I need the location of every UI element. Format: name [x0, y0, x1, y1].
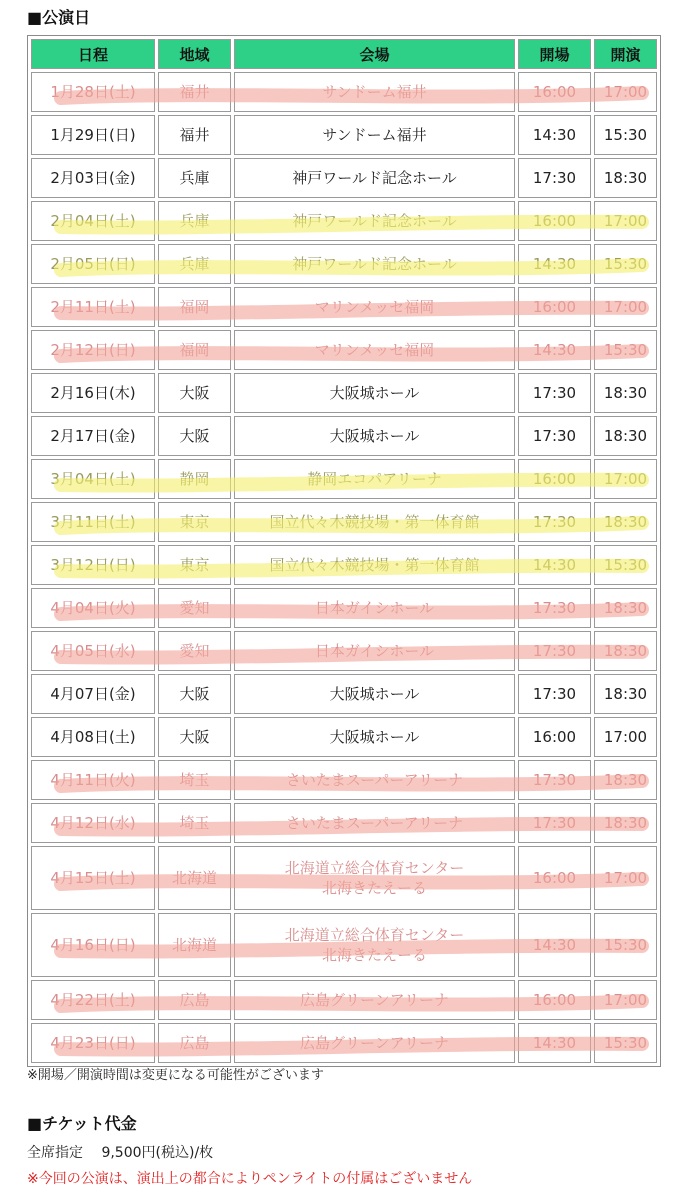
- cell-date: 2月12日(日): [31, 330, 155, 370]
- cell-date: 2月03日(金): [31, 158, 155, 198]
- ticket-section-title: ■チケット代金: [27, 1114, 137, 1133]
- cell-open-time: 14:30: [518, 244, 591, 284]
- venue-line: 北海道立総合体育センター: [284, 926, 465, 944]
- venue-line: 日本ガイシホール: [314, 599, 435, 617]
- cell-venue: [234, 201, 515, 241]
- table-row: [31, 502, 657, 542]
- cell-open-time: 16:00: [518, 201, 591, 241]
- venue-line: 神戸ワールド記念ホール: [292, 255, 457, 273]
- table-row: [31, 846, 657, 910]
- cell-date: 2月17日(金): [31, 416, 155, 456]
- cell-date: 4月04日(火): [31, 588, 155, 628]
- cell-open-time: 17:30: [518, 674, 591, 714]
- cell-start-time: 18:30: [594, 674, 657, 714]
- cell-date: 4月11日(火): [31, 760, 155, 800]
- table-row: [31, 416, 657, 456]
- cell-venue: [234, 244, 515, 284]
- cell-start-time: 18:30: [594, 760, 657, 800]
- table-row: [31, 201, 657, 241]
- cell-start-time: 15:30: [594, 115, 657, 155]
- cell-open-time: 14:30: [518, 1023, 591, 1063]
- cell-open-time: 17:30: [518, 631, 591, 671]
- cell-region: 広島: [158, 980, 231, 1020]
- table-row: [31, 287, 657, 327]
- cell-region: 兵庫: [158, 158, 231, 198]
- cell-region: 兵庫: [158, 201, 231, 241]
- cell-date: 3月12日(日): [31, 545, 155, 585]
- table-header-row: [31, 39, 657, 69]
- cell-region: 埼玉: [158, 760, 231, 800]
- table-row: [31, 459, 657, 499]
- cell-open-time: 14:30: [518, 115, 591, 155]
- cell-venue: [234, 459, 515, 499]
- venue-line: 北海道立総合体育センター: [284, 859, 465, 877]
- cell-start-time: 15:30: [594, 244, 657, 284]
- header-region: 地域: [158, 39, 231, 69]
- ticket-warning: ※今回の公演は、演出上の都合によりペンライトの付属はございません: [27, 1171, 473, 1187]
- table-row: [31, 803, 657, 843]
- ticket-price: [27, 1142, 213, 1162]
- cell-open-time: 16:00: [518, 717, 591, 757]
- cell-open-time: 16:00: [518, 287, 591, 327]
- cell-venue: [234, 158, 515, 198]
- cell-date: 2月05日(日): [31, 244, 155, 284]
- cell-date: 4月05日(水): [31, 631, 155, 671]
- cell-date: 2月11日(土): [31, 287, 155, 327]
- venue-line: 北海きたえーる: [321, 946, 427, 964]
- cell-start-time: 18:30: [594, 158, 657, 198]
- venue-line: 神戸ワールド記念ホール: [292, 169, 457, 187]
- cell-open-time: 17:30: [518, 803, 591, 843]
- cell-venue: [234, 416, 515, 456]
- cell-venue: [234, 717, 515, 757]
- cell-venue: [234, 846, 515, 910]
- venue-line: 大阪城ホール: [329, 728, 420, 746]
- cell-region: 東京: [158, 545, 231, 585]
- cell-venue: [234, 631, 515, 671]
- cell-date: 4月15日(土): [31, 846, 155, 910]
- cell-start-time: 18:30: [594, 803, 657, 843]
- cell-start-time: 15:30: [594, 913, 657, 977]
- cell-region: 埼玉: [158, 803, 231, 843]
- table-row: [31, 115, 657, 155]
- table-row: [31, 545, 657, 585]
- table-row: [31, 72, 657, 112]
- cell-region: 北海道: [158, 913, 231, 977]
- cell-region: 北海道: [158, 846, 231, 910]
- cell-start-time: 17:00: [594, 72, 657, 112]
- venue-line: 静岡エコパアリーナ: [307, 470, 442, 488]
- venue-line: さいたまスーパーアリーナ: [285, 771, 464, 789]
- cell-region: 大阪: [158, 373, 231, 413]
- cell-open-time: 17:30: [518, 416, 591, 456]
- schedule-table: [27, 35, 661, 1067]
- cell-venue: [234, 588, 515, 628]
- table-row: [31, 980, 657, 1020]
- cell-region: 福井: [158, 115, 231, 155]
- cell-region: 愛知: [158, 588, 231, 628]
- venue-line: 国立代々木競技場・第一体育館: [269, 556, 480, 574]
- cell-date: 3月04日(土): [31, 459, 155, 499]
- cell-start-time: 18:30: [594, 416, 657, 456]
- cell-region: 大阪: [158, 674, 231, 714]
- cell-start-time: 15:30: [594, 330, 657, 370]
- cell-open-time: 16:00: [518, 980, 591, 1020]
- venue-line: 国立代々木競技場・第一体育館: [269, 513, 480, 531]
- venue-line: マリンメッセ福岡: [314, 341, 435, 359]
- cell-region: 東京: [158, 502, 231, 542]
- cell-date: 2月04日(土): [31, 201, 155, 241]
- venue-line: マリンメッセ福岡: [314, 298, 435, 316]
- header-venue: 会場: [234, 39, 515, 69]
- cell-region: 静岡: [158, 459, 231, 499]
- header-open-time: 開場: [518, 39, 591, 69]
- cell-date: 4月08日(土): [31, 717, 155, 757]
- venue-line: 大阪城ホール: [329, 685, 420, 703]
- cell-region: 大阪: [158, 717, 231, 757]
- table-row: [31, 588, 657, 628]
- cell-date: 4月23日(日): [31, 1023, 155, 1063]
- cell-region: 広島: [158, 1023, 231, 1063]
- cell-date: 2月16日(木): [31, 373, 155, 413]
- cell-date: 3月11日(土): [31, 502, 155, 542]
- cell-venue: [234, 373, 515, 413]
- schedule-body: [31, 72, 657, 1063]
- venue-line: さいたまスーパーアリーナ: [285, 814, 464, 832]
- table-row: [31, 158, 657, 198]
- cell-region: 福岡: [158, 287, 231, 327]
- ticket-price-label: 全席指定: [27, 1145, 83, 1161]
- schedule-note: ※開場／開演時間は変更になる可能性がございます: [27, 1068, 324, 1083]
- cell-venue: [234, 980, 515, 1020]
- cell-venue: [234, 330, 515, 370]
- cell-open-time: 14:30: [518, 330, 591, 370]
- cell-venue: [234, 72, 515, 112]
- cell-date: 1月29日(日): [31, 115, 155, 155]
- cell-open-time: 17:30: [518, 158, 591, 198]
- venue-line: 神戸ワールド記念ホール: [292, 212, 457, 230]
- cell-open-time: 14:30: [518, 913, 591, 977]
- cell-venue: [234, 545, 515, 585]
- cell-start-time: 18:30: [594, 631, 657, 671]
- header-date: 日程: [31, 39, 155, 69]
- cell-date: 1月28日(土): [31, 72, 155, 112]
- cell-start-time: 17:00: [594, 980, 657, 1020]
- cell-start-time: 17:00: [594, 201, 657, 241]
- table-row: [31, 1023, 657, 1063]
- venue-line: 北海きたえーる: [321, 879, 427, 897]
- cell-start-time: 17:00: [594, 287, 657, 327]
- venue-line: サンドーム福井: [322, 83, 427, 101]
- cell-venue: [234, 803, 515, 843]
- cell-region: 兵庫: [158, 244, 231, 284]
- cell-region: 愛知: [158, 631, 231, 671]
- cell-venue: [234, 674, 515, 714]
- table-row: [31, 717, 657, 757]
- cell-open-time: 17:30: [518, 588, 591, 628]
- cell-date: 4月22日(土): [31, 980, 155, 1020]
- venue-line: 大阪城ホール: [329, 427, 420, 445]
- cell-open-time: 16:00: [518, 846, 591, 910]
- cell-start-time: 18:30: [594, 588, 657, 628]
- venue-line: サンドーム福井: [322, 126, 427, 144]
- cell-start-time: 15:30: [594, 545, 657, 585]
- cell-start-time: 17:00: [594, 459, 657, 499]
- table-row: [31, 330, 657, 370]
- cell-start-time: 17:00: [594, 846, 657, 910]
- cell-venue: [234, 913, 515, 977]
- table-row: [31, 244, 657, 284]
- cell-open-time: 17:30: [518, 760, 591, 800]
- cell-region: 大阪: [158, 416, 231, 456]
- cell-start-time: 18:30: [594, 502, 657, 542]
- cell-venue: [234, 115, 515, 155]
- cell-start-time: 15:30: [594, 1023, 657, 1063]
- venue-line: 日本ガイシホール: [314, 642, 435, 660]
- cell-region: 福井: [158, 72, 231, 112]
- cell-region: 福岡: [158, 330, 231, 370]
- table-row: [31, 373, 657, 413]
- cell-start-time: 18:30: [594, 373, 657, 413]
- cell-venue: [234, 760, 515, 800]
- table-row: [31, 760, 657, 800]
- cell-date: 4月12日(水): [31, 803, 155, 843]
- header-start-time: 開演: [594, 39, 657, 69]
- schedule-section-title: ■公演日: [27, 8, 91, 27]
- cell-start-time: 17:00: [594, 717, 657, 757]
- cell-open-time: 16:00: [518, 459, 591, 499]
- cell-open-time: 14:30: [518, 545, 591, 585]
- ticket-price-value: 9,500円(税込)/枚: [101, 1145, 214, 1161]
- venue-line: 広島グリーンアリーナ: [299, 1034, 450, 1052]
- venue-line: 大阪城ホール: [329, 384, 420, 402]
- cell-date: 4月07日(金): [31, 674, 155, 714]
- cell-open-time: 17:30: [518, 373, 591, 413]
- table-row: [31, 913, 657, 977]
- cell-date: 4月16日(日): [31, 913, 155, 977]
- cell-open-time: 16:00: [518, 72, 591, 112]
- cell-venue: [234, 287, 515, 327]
- cell-venue: [234, 1023, 515, 1063]
- table-row: [31, 631, 657, 671]
- table-row: [31, 674, 657, 714]
- venue-line: 広島グリーンアリーナ: [299, 991, 450, 1009]
- cell-open-time: 17:30: [518, 502, 591, 542]
- cell-venue: [234, 502, 515, 542]
